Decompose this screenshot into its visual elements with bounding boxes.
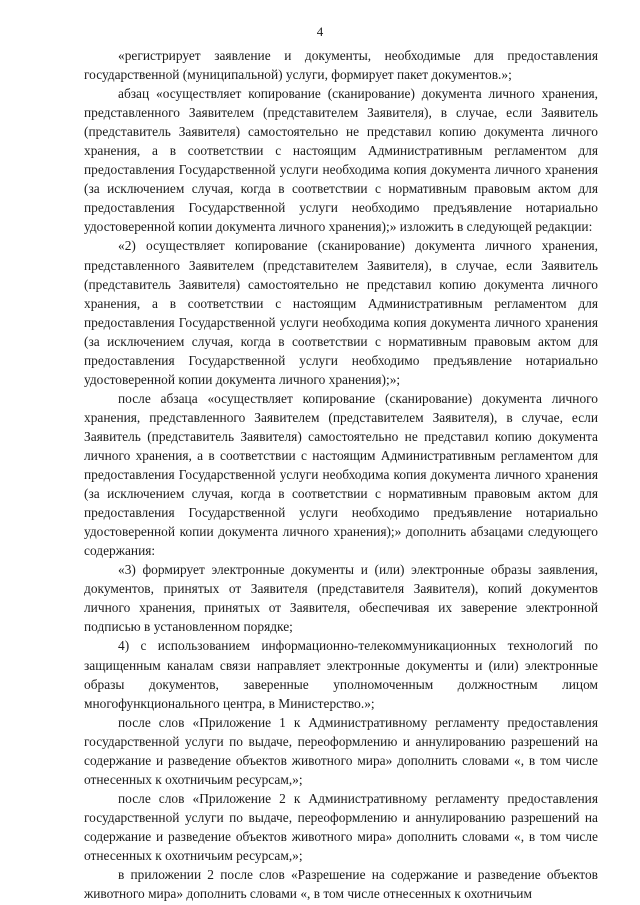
paragraph: «регистрирует заявление и документы, необходимые для предоставления государственной (муниципальной) услуги, формирует пакет документов.»;: [84, 48, 598, 83]
paragraph: в приложении 2 после слов «Разрешение на содержание и разведение объектов животного мира» дополнить словами «, в том числе отнесенных к охотничьим: [84, 867, 598, 902]
document-body: [84, 46, 598, 903]
paragraph: «2) осуществляет копирование (сканирование) документа личного хранения, представленного Заявителем (представителем Заявителя), в случае, если Заявитель (представитель Заявителя) самостоятельно не представил копию документа личного хранения, а в соответствии с настоящим Административным регламентом для предоставления Государственной услуги необходима копия документа личного хранения (за исключением случая, когда в соответствии с нормативным правовым актом для предоставления Государственной услуги необходимо предъявление нотариально удостоверенной копии документа личного хранения);»;: [84, 238, 598, 387]
paragraph: после слов «Приложение 1 к Административному регламенту предоставления государственной услуги по выдаче, переоформлению и аннулированию разрешений на содержание и разведение объектов животного мира» дополнить словами «, в том числе отнесенных к охотничьим ресурсам,»;: [84, 714, 598, 787]
paragraph: абзац «осуществляет копирование (сканирование) документа личного хранения, представленного Заявителем (представителем Заявителя), в случае, если Заявитель (представитель Заявителя) самостоятельно не представил копию документа личного хранения, а в соответствии с настоящим Административным регламентом для предоставления Государственной услуги необходима копия документа личного хранения (за исключением случая, когда в соответствии с нормативным правовым актом для предоставления Государственной услуги необходимо предъявление нотариально удостоверенной копии документа личного хранения);» изложить в следующей редакции:: [84, 86, 598, 235]
paragraph: после слов «Приложение 2 к Административному регламенту предоставления государственной услуги по выдаче, переоформлению и аннулированию разрешений на содержание и разведение объектов животного мира» дополнить словами «, в том числе отнесенных к охотничьим ресурсам,»;: [84, 790, 598, 863]
paragraph: «3) формирует электронные документы и (или) электронные образы заявления, документов, принятых от Заявителя (представителя Заявителя), копий документов личного хранения, принятых от Заявителя, обеспечивая их заверение электронной подписью в установленном порядке;: [84, 562, 598, 635]
page-number: 4: [316, 24, 324, 39]
paragraph: 4) с использованием информационно-телекоммуникационных технологий по защищенным каналам связи направляет электронные документы и (или) электронные образы документов, заверенные уполномоченным должностным лицом многофункционального центра, в Министерство.»;: [84, 638, 598, 711]
paragraph: после абзаца «осуществляет копирование (сканирование) документа личного хранения, представленного Заявителем (представителем Заявителя), в случае, если Заявитель (представитель Заявителя) самостоятельно не представил копию документа личного хранения, а в соответствии с настоящим Административным регламентом для предоставления Государственной услуги необходима копия документа личного хранения (за исключением случая, когда в соответствии с нормативным правовым актом для предоставления Государственной услуги необходимо предъявление нотариально удостоверенной копии документа личного хранения);» дополнить абзацами следующего содержания:: [84, 390, 598, 559]
